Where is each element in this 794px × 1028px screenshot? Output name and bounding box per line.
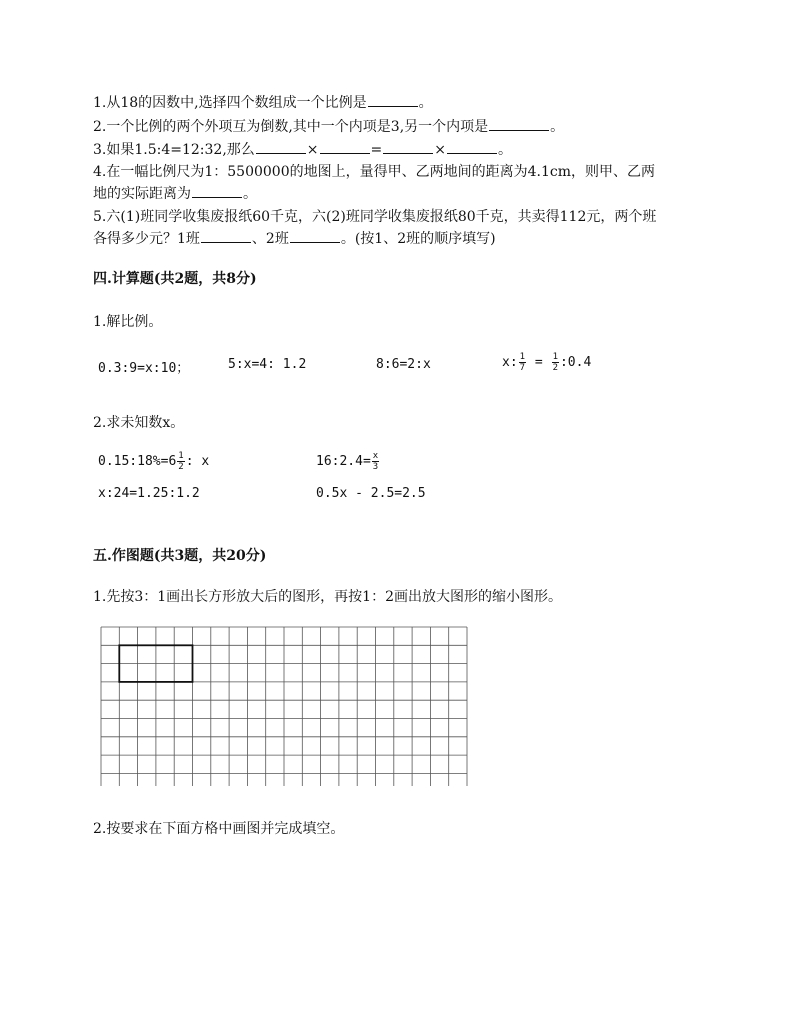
answer-blank[interactable] — [256, 139, 306, 154]
question-5-text-a: 各得多少元？1班 — [93, 231, 200, 247]
fraction-denominator: 7 — [519, 363, 526, 373]
question-5-line-1 — [93, 206, 656, 228]
equation-6-a: 16:2.4= — [316, 454, 371, 469]
answer-blank[interactable] — [383, 139, 433, 154]
fraction-numerator: x — [372, 451, 379, 461]
section-4-heading: 四.计算题(共2题，共8分) — [93, 271, 257, 287]
fraction — [519, 352, 526, 373]
equation-5-a: 0.15:18%=6 — [98, 454, 177, 469]
section-5-q1-title: 1.先按3：1画出长方形放大后的图形，再按1：2画出放大图形的缩小图形。 — [93, 589, 562, 605]
fraction-denominator: 2 — [178, 462, 184, 472]
fraction — [177, 451, 184, 472]
question-3 — [93, 139, 512, 161]
question-3-op2: = — [370, 142, 383, 158]
section-5-q2-title: 2.按要求在下面方格中画图并完成填空。 — [93, 821, 345, 837]
question-4-line-1 — [93, 161, 655, 183]
fraction-numerator: 1 — [552, 352, 558, 362]
question-5-line-2 — [93, 228, 496, 250]
question-3-text: 3.如果1.5:4=12:32,那么 — [93, 142, 255, 158]
equation-2: 5:x=4: 1.2 — [228, 357, 307, 372]
question-1-text: 1.从18的因数中,选择四个数组成一个比例是 — [93, 95, 367, 111]
equation-4-a: x: — [502, 355, 518, 370]
question-1-end: 。 — [418, 95, 433, 111]
question-2-text: 2.一个比例的两个外项互为倒数,其中一个内项是3,另一个内项是 — [93, 119, 489, 135]
answer-blank[interactable] — [368, 92, 418, 107]
equation-6 — [316, 451, 380, 472]
answer-blank[interactable] — [320, 139, 370, 154]
section-4-q1-title: 1.解比例。 — [93, 314, 163, 330]
question-4-text-2: 地的实际距离为 — [93, 186, 191, 202]
equation-7: x:24=1.25:1.2 — [98, 486, 200, 501]
answer-blank[interactable] — [192, 183, 242, 198]
question-4-text: 4.在一幅比例尺为1：5500000的地图上，量得甲、乙两地间的距离为4.1cm，则甲、乙两 — [93, 164, 655, 180]
question-2 — [93, 116, 564, 138]
question-2-end: 。 — [550, 119, 565, 135]
answer-blank[interactable] — [201, 228, 251, 243]
question-5-text-b: 、2班 — [251, 231, 289, 247]
question-4-line-2 — [93, 183, 257, 205]
equation-4-eq: = — [527, 355, 551, 370]
equation-4 — [502, 352, 591, 373]
answer-blank[interactable] — [447, 139, 497, 154]
fraction-denominator: 2 — [552, 363, 558, 373]
question-4-end: 。 — [243, 186, 257, 202]
question-3-op1: × — [306, 142, 319, 158]
question-3-end: 。 — [497, 142, 512, 158]
equation-4-b: :0.4 — [559, 355, 592, 370]
fraction-numerator: 1 — [519, 352, 526, 362]
equation-5-b: : x — [185, 454, 210, 469]
drawing-grid[interactable] — [100, 626, 476, 786]
question-1 — [93, 92, 433, 114]
equation-3: 8:6=2:x — [376, 357, 431, 372]
equation-8: 0.5x - 2.5=2.5 — [316, 486, 426, 501]
section-5-heading: 五.作图题(共3题，共20分) — [93, 548, 267, 564]
fraction-denominator: 3 — [372, 462, 379, 472]
question-5-text-c: 。(按1、2班的顺序填写) — [340, 231, 496, 247]
answer-blank[interactable] — [290, 228, 340, 243]
equation-5 — [98, 451, 209, 472]
question-5-text: 5.六(1)班同学收集废报纸60千克，六(2)班同学收集废报纸80千克，共卖得112元，两个班 — [93, 209, 657, 225]
fraction — [372, 451, 379, 472]
section-4-q2-title: 2.求未知数x。 — [93, 415, 185, 431]
equation-1: 0.3:9=x:10； — [98, 361, 190, 376]
question-3-op3: × — [434, 142, 446, 158]
fraction — [552, 352, 559, 373]
fraction-numerator: 1 — [178, 451, 184, 461]
answer-blank[interactable] — [489, 116, 549, 131]
